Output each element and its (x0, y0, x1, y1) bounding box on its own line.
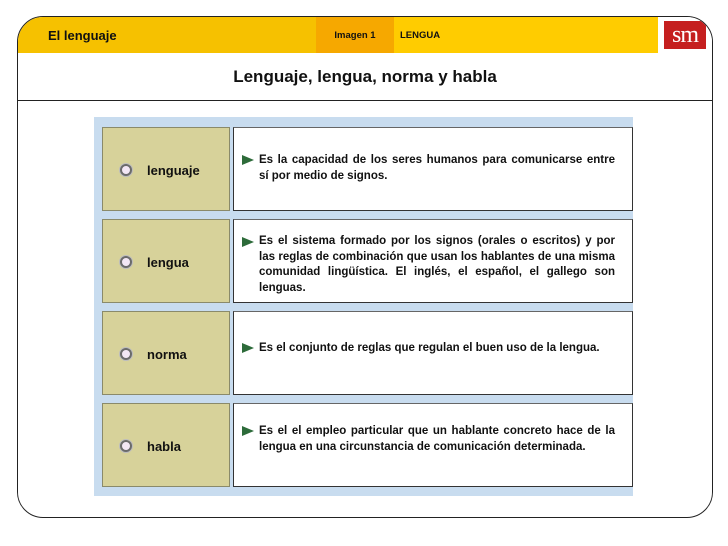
definition-row (102, 219, 633, 303)
definition-row (102, 127, 633, 211)
definition-box (233, 127, 633, 211)
bullet-icon (120, 440, 132, 452)
definition-box (233, 403, 633, 487)
bullet-icon (120, 256, 132, 268)
sm-logo: sm (664, 21, 706, 49)
term-label: lenguaje (147, 163, 200, 178)
page-title: Lenguaje, lengua, norma y habla (233, 66, 497, 86)
title-row (18, 53, 712, 101)
term-label: norma (147, 347, 187, 362)
definition-row (102, 311, 633, 395)
subject-label: LENGUA (394, 17, 658, 53)
term-box (102, 219, 230, 303)
definition-box (233, 219, 633, 303)
bullet-icon (120, 348, 132, 360)
definitions-panel (94, 117, 633, 496)
arrow-bullet-icon (242, 237, 254, 247)
definition-text: Es la capacidad de los seres humanos para comunicarse entre sí por medio de signos. (259, 154, 615, 182)
term-box (102, 311, 230, 395)
definition-text: Es el sistema formado por los signos (orales o escritos) y por las reglas de combinación que usan los hablantes de una misma comunidad lingüística. El inglés, el español, el gallego son lenguas. (259, 235, 615, 294)
definition-text: Es el conjunto de reglas que regulan el buen uso de la lengua. (259, 342, 600, 354)
term-label: lengua (147, 255, 189, 270)
term-box (102, 127, 230, 211)
arrow-bullet-icon (242, 343, 254, 353)
term-box (102, 403, 230, 487)
term-label: habla (147, 439, 181, 454)
definition-box (233, 311, 633, 395)
image-label: Imagen 1 (316, 17, 394, 53)
bullet-icon (120, 164, 132, 176)
header-bar (18, 17, 712, 53)
section-title: El lenguaje (18, 17, 316, 53)
definition-row (102, 403, 633, 487)
arrow-bullet-icon (242, 155, 254, 165)
arrow-bullet-icon (242, 426, 254, 436)
definition-text: Es el el empleo particular que un hablante concreto hace de la lengua en una circunstancia de comunicación determinada. (259, 425, 615, 453)
